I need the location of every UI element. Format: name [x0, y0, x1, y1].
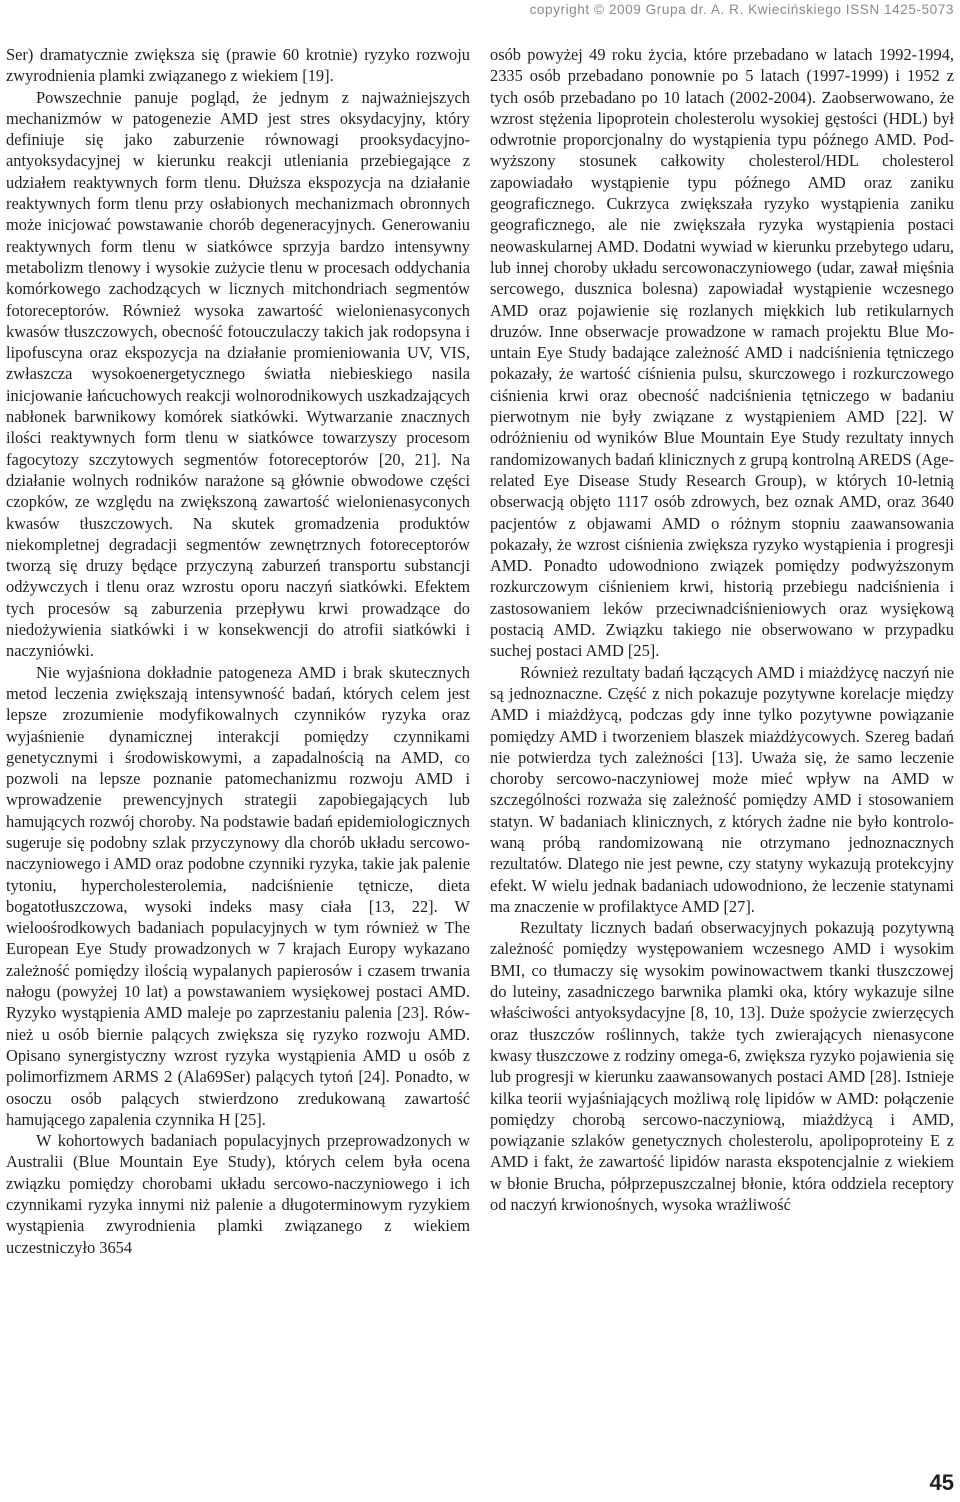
paragraph: W kohortowych badaniach populacyjnych przeprowadzonych w Australii (Blue Mountain Eye Study), których celem była ocena związku pomiędzy chorobami układu sercowo-naczyniowego i ich czynnikami ryzyka innymi niż palenie a długoterminowym ryzykiem wystąpienia zwyrodnienia plamki związanego z wiekiem uczestniczyło 3654	[6, 1131, 470, 1257]
paragraph: Powszechnie panuje pogląd, że jednym z najważniejszych mechanizmów w patogenezie AMD jest stres oksydacyjny, który definiuje się jako zaburzenie równowagi prooksydacyjno-antyoksydacyjnej w kierunku reakcji utleniania przebiegające z udziałem reaktywnych form tlenu. Dłuższa ekspozycja na działanie reaktywnych form tlenu przy osłabionych mechanizmach obronnych może inicjować powstawanie chorób degeneracyjnych. Generowaniu reaktywnych form tlenu w siatkówce sprzyja bardzo intensywny metabolizm tlenowy i wysokie zużycie tlenu w procesach oddychania komórkowego zachodzących w licznych mitchondriach segmentów fotoreceptorów. Również wysoka zawartość wielonienasyconych kwasów tłuszczowych, obecność fotouczulaczy takich jak rodopsyna i lipofuscyna oraz ekspozycja na działanie promieniowania UV, VIS, zwłaszcza wysokoenergetycznego światła niebieskiego nasila inicjowanie łańcuchowych reakcji wolnorodnikowych uszkadzających nabłonek barwnikowy komórek siatkówki. Wytwarzanie znacznych ilości reaktywnych form tlenu w siatkówce towarzyszy procesom fagocytozy szczytowych segmentów fotoreceptorów [20, 21]. Na działanie wolnych rodników narażone są głównie obwodowe części czopków, ze względu na zwiększoną zawartość wielonienasyconych kwasów tłuszczowych. Na skutek gromadzenia produktów niekompletnej degradacji segmentów zewnętrznych fotoreceptorów tworzą się druzy będące przyczyną zaburzeń transportu substancji odżywczych i tlenu oraz wzrostu oporu naczyń siatkówki. Efektem tych procesów są zaburzenia przepływu krwi prowadzące do niedożywienia siatkówki i w konsekwencji do atrofii siatkówki i naczyniówki.	[6, 87, 470, 661]
paragraph: osób powyżej 49 roku życia, które przebadano w latach 1992-1994, 2335 osób przebadano ponownie po 5 latach (1997-1999) i 1952 z tych osób przebadano po 10 latach (2002-2004). Zaobserwowano, że wzrost stężenia lipoprotein cholesterolu wysokiej gęstości (HDL) był odwrotnie proporcjonalny do wystąpienia typu późnego AMD. Podwyższony stosunek całkowity cholesterol/HDL cholesterol zapowiadało wystąpienie typu późnego AMD oraz zaniku geograficznego. Cukrzyca zwiększała ryzyko wystąpienia zaniku geograficznego, ale nie zwiększała ryzyka wystąpienia postaci neowaskularnej AMD. Dodatni wywiad w kierunku przebytego udaru, lub innej choroby układu sercowonaczyniowego (udar, zawał mięśnia sercowego, dusznica bolesna) zapowiadał wystąpienie wczesnego AMD oraz pojawienie się rozlanych miękkich lub retikularnych druzów. Inne obserwacje prowadzone w ramach projektu Blue Mountain Eye Study badające zależność AMD i nadciśnienia tętniczego pokazały, że wartość ciśnienia pulsu, skurczowego i rozkurczowego ciśnienia krwi oraz obecność nadciśnienia tętniczego w badaniu pierwotnym nie były związane z wystąpieniem AMD [22]. W odróżnieniu od wyników Blue Mountain Eye Study rezultaty innych randomizowanych badań klinicznych z grupą kontrolną AREDS (Age-related Eye Disease Study Research Group), w których 10-letnią obserwacją objęto 1117 osób zdrowych, bez oznak AMD, oraz 3640 pacjentów z objawami AMD o różnym stopniu zaawansowania pokazały, że wzrost ciśnienia zwiększa ryzyko wystąpienia i progresji AMD. Ponadto udowodniono związek pomiędzy podwyższonym rozkurczowym ciśnieniem krwi, historią przebiegu nadciśnienia i zastosowaniem leków przeciwnadciśnieniowych oraz wysiękową postacią AMD. Związku takiego nie obserwowano w przypadku suchej postaci AMD [25].	[490, 45, 954, 661]
paragraph: Nie wyjaśniona dokładnie patogeneza AMD i brak skutecznych metod leczenia zwiększają intensywność badań, których celem jest lepsze zrozumienie modyfikowalnych czynników ryzyka oraz wyjaśnienie dynamicznej interakcji pomiędzy czynnikami genetycznymi i środowiskowymi, a zapadalnością na AMD, co pozwoli na lepsze poznanie patomechanizmu rozwoju AMD i wprowadzenie prewencyjnych strategii zapobiegających lub hamujących rozwój choroby. Na podstawie badań epidemiologicznych sugeruje się podobny szlak przyczynowy dla chorób układu sercowonaczyniowego i AMD oraz podobne czynniki ryzyka, takie jak palenie tytoniu, hypercholesterolemia, nadciśnienie tętnicze, dieta bogatotłuszczowa, wysoki indeks masy ciała [13, 22]. W wieloośrodkowych badaniach populacyjnych w tym również w The European Eye Study prowadzonych w 7 krajach Europy wykazano zależność pomiędzy ilością wypalanych papierosów i czasem trwania nałogu (powyżej 10 lat) a powstawaniem wysiękowej postaci AMD. Ryzyko wystąpienia AMD maleje po zaprzestaniu palenia [23]. Również u osób biernie palących zwiększa się ryzyko rozwoju AMD. Opisano synergistyczny wzrost ryzyka wystąpienia AMD u osób z polimorfizmem ARMS 2 (Ala69Ser) palących tytoń [24]. Ponadto, w osoczu osób palących stwierdzono zredukowaną zawartość hamującego zapalenia czynnika H [25].	[6, 662, 470, 1129]
paragraph: Ser) dramatycznie zwiększa się (prawie 60 krotnie) ryzyko rozwoju zwyrodnienia plamki związanego z wiekiem [19].	[6, 45, 470, 86]
page-number: 45	[929, 1470, 954, 1495]
paragraph: Rezultaty licznych badań obserwacyjnych pokazują pozytywną zależność pomiędzy występowaniem wczesnego AMD i wysokim BMI, co tłumaczy się wysokim powinowactwem tkanki tłuszczowej do luteiny, zasadniczego barwnika plamki oka, który wykazuje silne właściwości antyoksydacyjne [8, 10, 13]. Duże spożycie zwierzęcych oraz tłuszczów roślinnych, także tych zwierających nienasycone kwasy tłuszczowe z rodziny omega-6, zwiększa ryzyko pojawienia się lub progresji w kierunku zaawansowanych postaci AMD [28]. Istnieje kilka teorii wyjaśniających możliwą rolę lipidów w AMD: połączenie pomiędzy chorobą sercowo-naczyniową, miażdżycą i AMD, powiązanie szlaków genetycznych cholesterolu, apolipoproteiny E z AMD i fakt, że zawartość lipidów narasta ekspotencjalnie z wiekiem w błonie Brucha, półprzepuszczalnej błonie, która oddziela receptory od naczyń krwionośnych, wysoka wrażliwość	[490, 918, 954, 1215]
copyright-header: copyright © 2009 Grupa dr. A. R. Kwiecińskiego ISSN 1425-5073	[529, 2, 954, 17]
paragraph: Również rezultaty badań łączących AMD i miażdżycę naczyń nie są jednoznaczne. Część z nich pokazuje pozytywne korelacje między AMD i miażdżycą, podczas gdy inne tylko pozytywne powiązanie pomiędzy AMD i tworzeniem blaszek miażdżycowych. Szereg badań nie potwierdza tych zależności [13]. Uważa się, że samo leczenie choroby sercowo-naczyniowej może mieć wpływ na AMD w szczególności rozważa się zależność pomiędzy AMD i stosowaniem statyn. W badaniach klinicznych, z których żadne nie było kontrolowaną próbą randomizowaną nie otrzymano jednoznacznych rezultatów. Dlatego nie jest pewne, czy statyny wykazują protekcyjny efekt. W wielu jednak badaniach udowodniono, że leczenie statynami ma znaczenie w profilaktyce AMD [27].	[490, 662, 954, 916]
right-text-column	[490, 44, 954, 1215]
left-text-column	[6, 44, 470, 1258]
